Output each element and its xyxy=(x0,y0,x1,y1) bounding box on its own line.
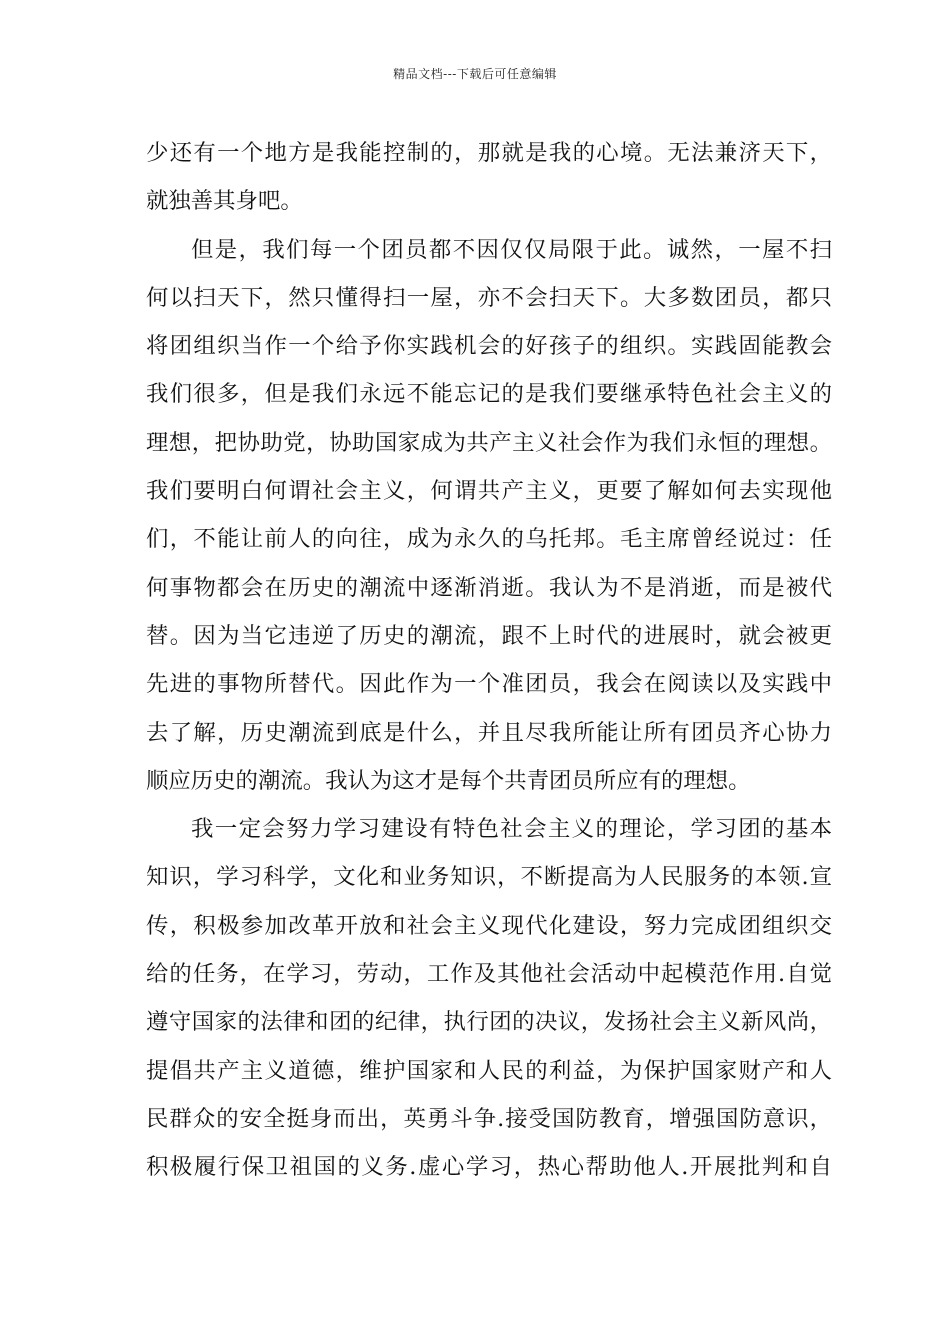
text-line: 去了解，历史潮流到底是什么，并且尽我所能让所有团员齐心协力 xyxy=(146,719,832,746)
text-line: 少还有一个地方是我能控制的，那就是我的心境。无法兼济天下， xyxy=(146,140,832,166)
text-line: 理想，把协助党，协助国家成为共产主义社会作为我们永恒的理想。 xyxy=(146,429,832,456)
text-line: 给的任务，在学习，劳动，工作及其他社会活动中起模范作用.自觉 xyxy=(146,961,832,988)
text-line: 顺应历史的潮流。我认为这才是每个共青团员所应有的理想。 xyxy=(146,767,751,794)
text-line: 传，积极参加改革开放和社会主义现代化建设，努力完成团组织交 xyxy=(146,912,832,939)
text-line: 积极履行保卫祖国的义务.虚心学习，热心帮助他人.开展批判和自 xyxy=(146,1154,832,1181)
text-line: 提倡共产主义道德，维护国家和人民的利益，为保护国家财产和人 xyxy=(146,1057,832,1084)
text-line: 替。因为当它违逆了历史的潮流，跟不上时代的进展时，就会被更 xyxy=(146,622,832,649)
document-body xyxy=(146,129,832,1192)
text-line: 们，不能让前人的向往，成为永久的乌托邦。毛主席曾经说过：任 xyxy=(146,526,832,553)
text-line: 将团组织当作一个给予你实践机会的好孩子的组织。实践固能教会 xyxy=(146,333,832,360)
text-line: 何事物都会在历史的潮流中逐渐消逝。我认为不是消逝，而是被代 xyxy=(146,574,832,601)
text-line: 知识，学习科学，文化和业务知识，不断提高为人民服务的本领.宣 xyxy=(146,864,832,891)
text-line: 遵守国家的法律和团的纪律，执行团的决议，发扬社会主义新风尚， xyxy=(146,1009,832,1036)
text-line: 民群众的安全挺身而出，英勇斗争.接受国防教育，增强国防意识， xyxy=(146,1105,832,1132)
text-line: 我们很多，但是我们永远不能忘记的是我们要继承特色社会主义的 xyxy=(146,381,832,408)
text-line: 我一定会努力学习建设有特色社会主义的理论，学习团的基本 xyxy=(191,816,832,843)
text-line: 就独善其身吧。 xyxy=(146,188,303,215)
text-line: 先进的事物所替代。因此作为一个准团员，我会在阅读以及实践中 xyxy=(146,671,832,698)
text-line: 我们要明白何谓社会主义，何谓共产主义，更要了解如何去实现他 xyxy=(146,478,832,505)
page-header: 精品文档---下载后可任意编辑 xyxy=(393,67,557,81)
text-line: 何以扫天下，然只懂得扫一屋，亦不会扫天下。大多数团员，都只 xyxy=(146,284,832,311)
text-line: 但是，我们每一个团员都不因仅仅局限于此。诚然，一屋不扫 xyxy=(191,236,832,263)
